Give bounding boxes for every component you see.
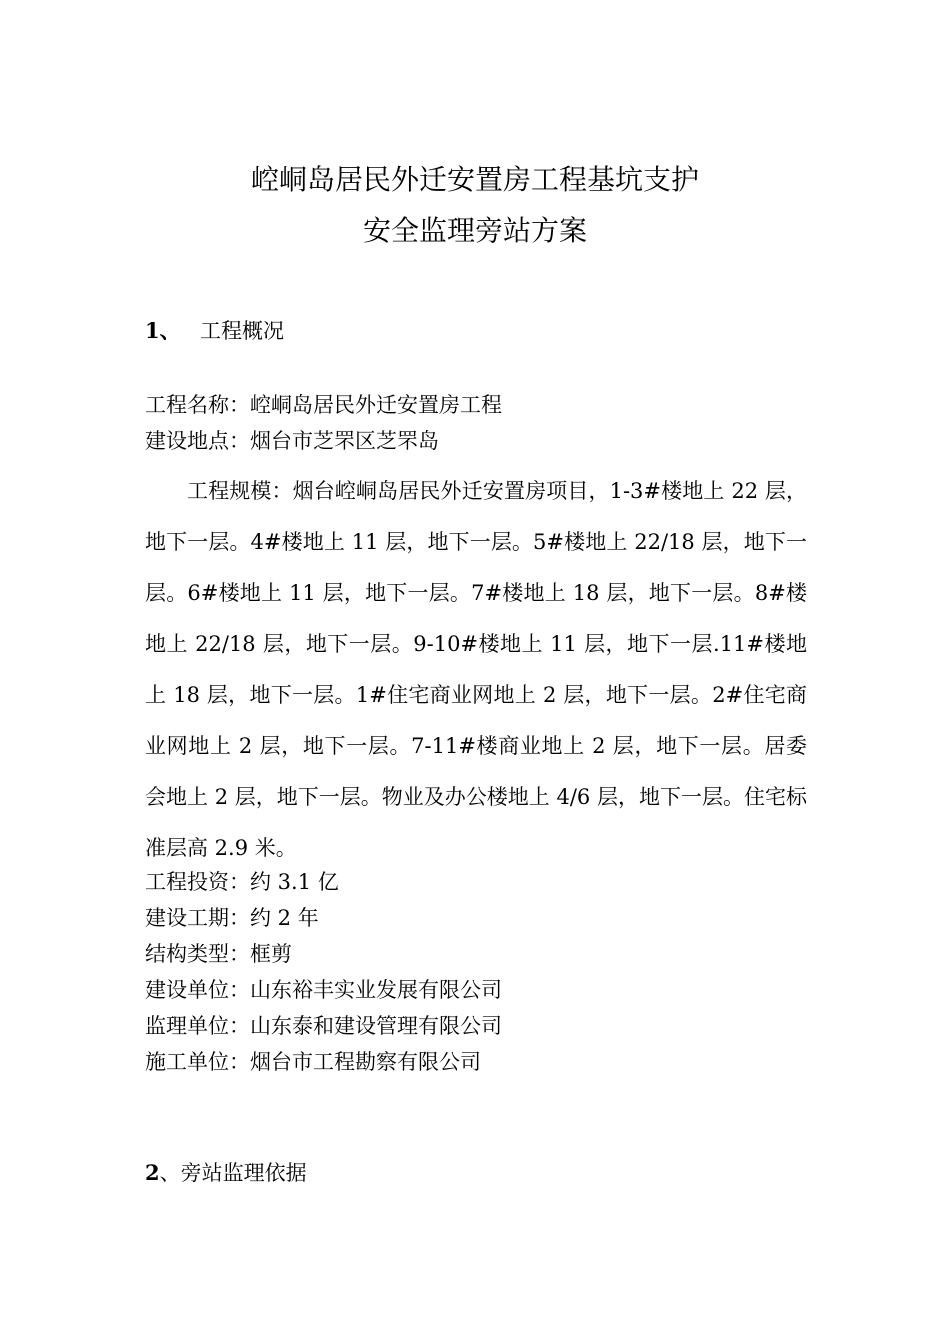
info-supervision-unit: 监理单位：山东泰和建设管理有限公司 <box>145 1014 502 1038</box>
project-name-line: 工程名称：崆峒岛居民外迁安置房工程 <box>145 393 502 417</box>
document-title-line-1: 崆峒岛居民外迁安置房工程基坑支护 <box>250 163 699 196</box>
document-title-line-2: 安全监理旁站方案 <box>362 214 587 247</box>
section-2-heading <box>145 1160 307 1186</box>
project-scale-paragraph: 工程规模：烟台崆峒岛居民外迁安置房项目，1-3#楼地上 22 层，地下一层。4#楼地上 11 层，地下一层。5#楼地上 22/18 层，地下一层。6#楼地上 11 层，地下一层。7#楼地上 18 层，地下一层。8#楼地上 22/18 层，地下一层。9-10#楼地上 11 层，地下一层.11#楼地上 18 层，地下一层。1#住宅商业网地上 2 层，地下一层。2#住宅商业网地上 2 层，地下一层。7-11#楼商业地上 2 层，地下一层。居委会地上 2 层，地下一层。物业及办公楼地上 4/6 层，地下一层。住宅标准层高 2.9 米。 <box>145 479 807 860</box>
section-2-title: 、旁站监理依据 <box>159 1161 307 1185</box>
info-construction-unit: 施工单位：烟台市工程勘察有限公司 <box>145 1050 481 1074</box>
info-investment: 工程投资：约 3.1 亿 <box>145 870 339 894</box>
info-structure-type: 结构类型：框剪 <box>145 942 292 966</box>
section-1-title: 工程概况 <box>200 319 284 343</box>
info-duration: 建设工期：约 2 年 <box>145 906 319 930</box>
section-2-number: 2 <box>145 1160 160 1185</box>
project-info-list <box>145 864 502 1080</box>
section-1-number: 1、 <box>145 318 181 343</box>
section-1-heading <box>145 318 284 344</box>
project-location-line: 建设地点：烟台市芝罘区芝罘岛 <box>145 429 439 453</box>
info-owner-unit: 建设单位：山东裕丰实业发展有限公司 <box>145 978 502 1002</box>
